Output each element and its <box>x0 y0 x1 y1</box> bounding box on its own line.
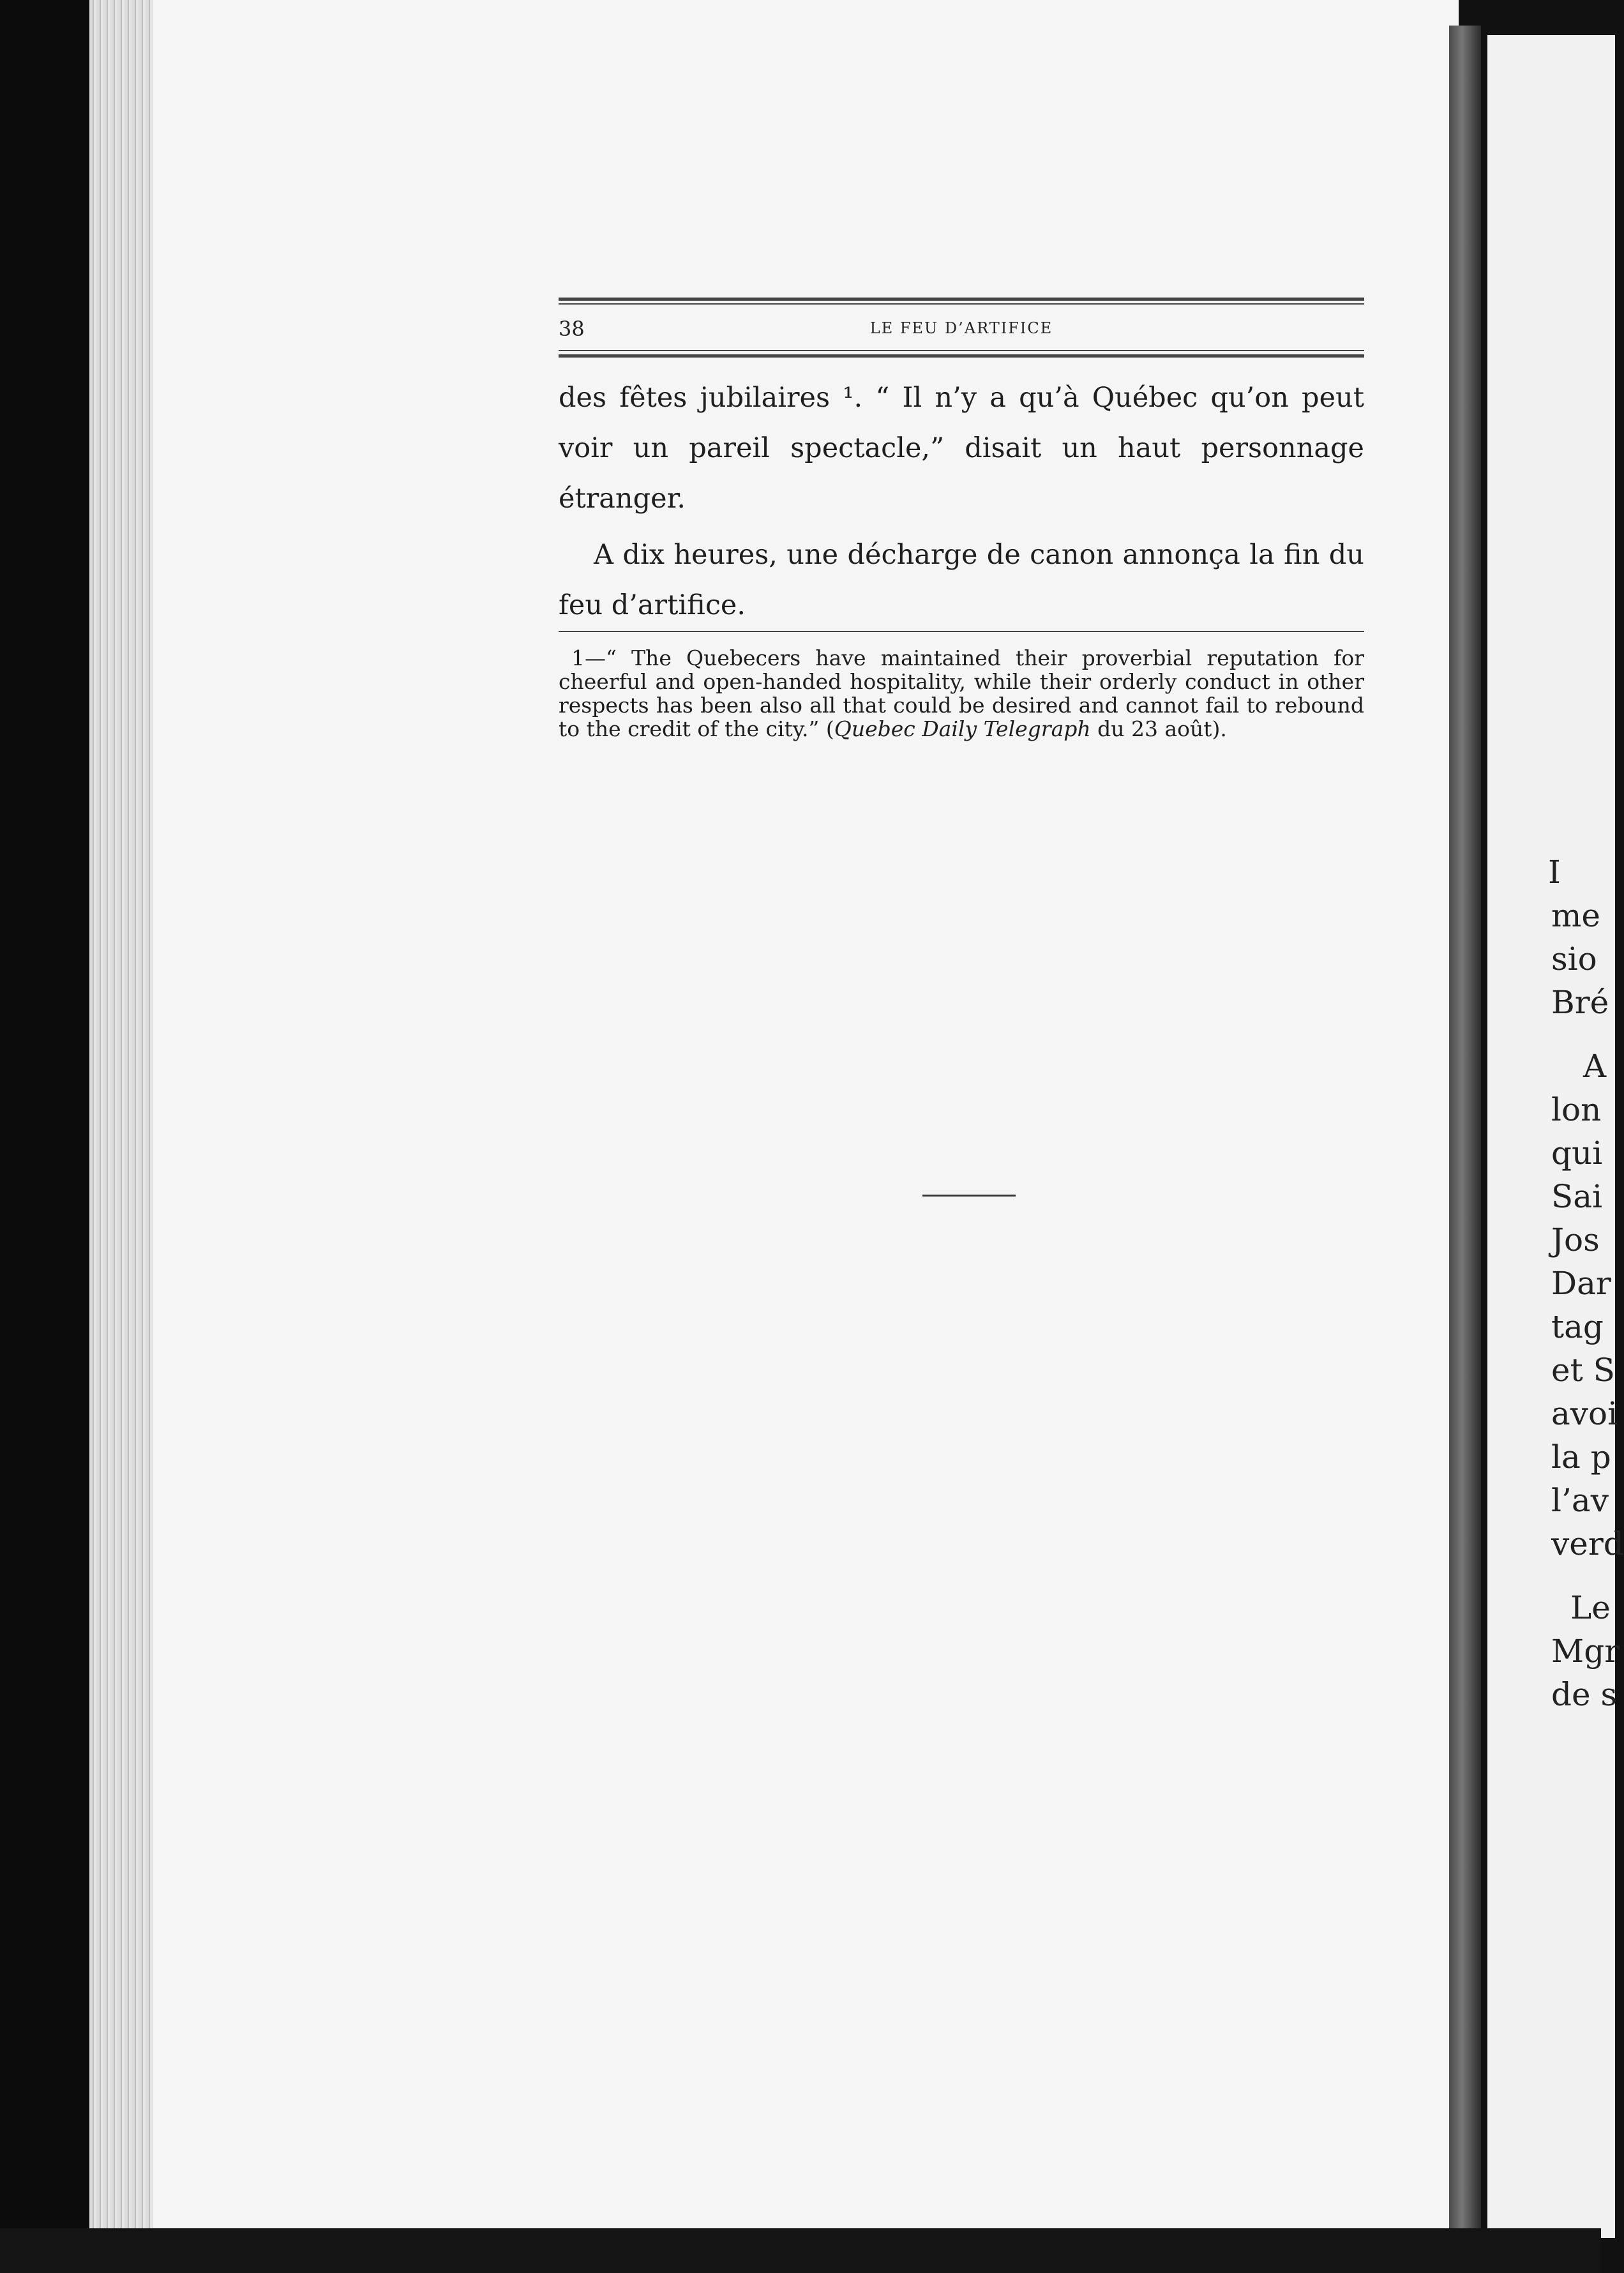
facing-line: qui <box>1551 1135 1603 1172</box>
facing-line: Bré <box>1551 984 1609 1021</box>
facing-line: tag <box>1551 1308 1604 1345</box>
facing-line: la p <box>1551 1439 1611 1476</box>
facing-line: avoi <box>1551 1395 1618 1432</box>
facing-line: et S <box>1551 1352 1615 1389</box>
footnote-rule <box>559 631 1364 632</box>
scanner-background <box>0 0 89 2273</box>
facing-line: Dar <box>1551 1265 1611 1302</box>
facing-line: me <box>1551 897 1601 934</box>
running-header <box>559 317 1364 342</box>
page-stack-edges <box>89 0 160 2238</box>
footnote-source: Quebec Daily Telegraph <box>834 716 1091 741</box>
footnote <box>559 646 1364 741</box>
facing-line: Sai <box>1551 1178 1603 1215</box>
facing-line: verd <box>1551 1525 1624 1562</box>
binding-gutter <box>1449 26 1481 2235</box>
facing-page <box>1487 35 1624 2238</box>
header-top-rule-thin <box>559 303 1364 305</box>
facing-line: l’av <box>1551 1482 1609 1519</box>
footnote-date: du 23 août). <box>1090 716 1227 741</box>
facing-line: Mgr <box>1551 1633 1620 1670</box>
running-title: LE FEU D’ARTIFICE <box>869 319 1053 337</box>
section-end-rule <box>922 1195 1016 1197</box>
facing-line: sio <box>1551 940 1597 978</box>
paragraph-text: A dix heures, une décharge de canon annonça la fin du feu d’artifice. <box>559 539 1364 621</box>
page-number: 38 <box>559 317 585 341</box>
header-top-rule <box>559 298 1364 301</box>
header-bottom-rule-thin <box>559 350 1364 351</box>
facing-line: Jos <box>1551 1221 1600 1258</box>
facing-line: Le <box>1570 1589 1611 1626</box>
body-paragraph-2 <box>559 530 1364 631</box>
body-paragraph-1 <box>559 373 1364 524</box>
facing-line: I <box>1548 854 1561 891</box>
paragraph-text: des fêtes jubilaires ¹. “ Il n’y a qu’à Québec qu’on peut voir un pareil spectacle,” disait un haut personnage étranger. <box>559 382 1364 515</box>
facing-line: A <box>1583 1048 1607 1085</box>
footnote-marker: 1— <box>571 646 606 670</box>
footnote-text <box>559 646 1364 741</box>
facing-line: lon <box>1551 1091 1602 1128</box>
facing-line: de s <box>1551 1676 1618 1713</box>
footnote-quote: “ The Quebecers have maintained their proverbial reputation for cheerful and open-handed hospitality, while their orderly conduct in other respects has been also all that could be desired and cannot fail to rebound to the credit of the city.” ( <box>559 646 1364 741</box>
scanner-bottom-edge <box>0 2228 1601 2273</box>
header-bottom-rule <box>559 354 1364 358</box>
